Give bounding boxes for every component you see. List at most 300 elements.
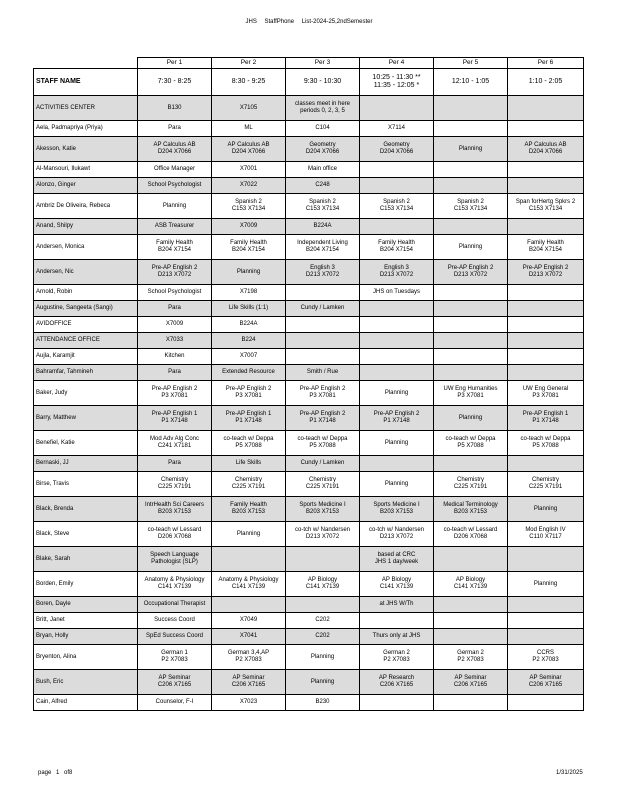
cell-line: C153 X7134 (305, 206, 340, 212)
staff-row (34, 547, 584, 572)
cell-line: P1 X7148 (383, 418, 410, 424)
period-cell: Planning (434, 235, 508, 260)
staff-row (34, 178, 584, 194)
period-cell (360, 162, 434, 178)
period-cell (434, 162, 508, 178)
period-cell (286, 547, 360, 572)
period-cell (360, 178, 434, 194)
cell-line: C225 X7191 (157, 484, 192, 490)
cell-line: C141 X7139 (453, 584, 488, 590)
staff-name: Augustine, Sangeeta (Sangi) (34, 301, 138, 317)
period-cell (286, 235, 360, 260)
cell-line: C141 X7139 (305, 584, 340, 590)
period-cell (286, 260, 360, 285)
period-cell: Counselor, F-I (138, 695, 212, 711)
cell-line: C141 X7139 (231, 584, 266, 590)
period-cell (434, 301, 508, 317)
period-cell: C248 (286, 178, 360, 194)
period-cell (434, 572, 508, 597)
cell-line: Pre-AP English 2 (373, 411, 420, 418)
period-cell (508, 235, 584, 260)
cell-line: Family Health (230, 502, 267, 509)
cell-line: AP Calculus AB (524, 142, 567, 149)
period-cell: X7001 (212, 162, 286, 178)
period-cell (360, 456, 434, 472)
staff-row (34, 629, 584, 645)
period-cell (286, 381, 360, 406)
cell-line: Sports Medicine I (299, 502, 346, 509)
period-cell: Life Skills (1:1) (212, 301, 286, 317)
period-cell: B224 (212, 333, 286, 349)
cell-line: P2 X7083 (457, 657, 484, 663)
period-cell: ASB Treasurer (138, 219, 212, 235)
staff-name: Aujla, Karamjit (34, 349, 138, 365)
period-cell (286, 572, 360, 597)
cell-line: Pre-AP English 2 (225, 386, 272, 393)
period-cell: C104 (286, 121, 360, 137)
cell-line: P5 X7088 (309, 443, 336, 449)
period-cell (434, 695, 508, 711)
period-cell (508, 431, 584, 456)
period-cell (508, 613, 584, 629)
period-cell: X7198 (212, 285, 286, 301)
staff-name: Bernaski, JJ (34, 456, 138, 472)
period-cell: SpEd Success Coord (138, 629, 212, 645)
period-cell (286, 431, 360, 456)
period-cell: Para (138, 456, 212, 472)
period-time: 12:10 - 1:05 (434, 69, 508, 96)
period-cell (138, 572, 212, 597)
cell-line: Pre-AP English 2 (522, 265, 569, 272)
period-cell (138, 472, 212, 497)
period-cell: Planning (138, 194, 212, 219)
period-cell (286, 522, 360, 547)
cell-line: D204 X7066 (528, 149, 563, 155)
cell-line: German 1 (161, 650, 188, 657)
period-cell (212, 137, 286, 162)
cell-line: C153 X7134 (453, 206, 488, 212)
period-cell (212, 235, 286, 260)
period-cell (434, 178, 508, 194)
staff-phone-table (33, 57, 584, 711)
cell-line: Spanish 2 (235, 199, 262, 206)
period-cell: Planning (286, 645, 360, 670)
period-cell (434, 285, 508, 301)
page-number: page 1 of8 (38, 770, 73, 776)
cell-line: D206 X7068 (157, 534, 192, 540)
cell-line: based at CRC (377, 552, 416, 559)
cell-line: D204 X7066 (379, 149, 414, 155)
cell-line: co-teach w/ Deppa (520, 436, 571, 443)
period-header: Per 1 (138, 58, 212, 69)
staff-row (34, 645, 584, 670)
staff-row (34, 572, 584, 597)
cell-line: D204 X7066 (157, 149, 192, 155)
period-cell (434, 497, 508, 522)
cell-line: Anatomy & Physiology (218, 577, 279, 584)
cell-line: C206 X7165 (453, 682, 488, 688)
period-cell (434, 547, 508, 572)
cell-line: B203 X7153 (305, 509, 340, 515)
period-cell (508, 301, 584, 317)
period-cell: X7049 (212, 613, 286, 629)
staff-row (34, 406, 584, 431)
cell-line: C206 X7165 (231, 682, 266, 688)
period-cell: Para (138, 365, 212, 381)
cell-line: co-teach w/ Lessard (147, 527, 202, 534)
period-cell (360, 365, 434, 381)
period-cell (508, 406, 584, 431)
staff-row (34, 695, 584, 711)
cell-line: B204 X7154 (528, 247, 563, 253)
period-cell: Life Skills (212, 456, 286, 472)
period-cell: Smith / Rue (286, 365, 360, 381)
period-cell (286, 406, 360, 431)
cell-line: D204 X7066 (231, 149, 266, 155)
staff-name: Arnold, Robin (34, 285, 138, 301)
period-cell (434, 670, 508, 695)
period-cell: Para (138, 121, 212, 137)
cell-line: co-teach w/ Deppa (223, 436, 274, 443)
period-cell (212, 547, 286, 572)
period-cell (286, 333, 360, 349)
period-cell (286, 497, 360, 522)
cell-line: Anatomy & Physiology (144, 577, 205, 584)
period-cell (434, 194, 508, 219)
period-cell (434, 121, 508, 137)
period-cell: Planning (212, 522, 286, 547)
cell-line: AP Research (378, 675, 415, 682)
period-cell: at JHS W/Th (360, 597, 434, 613)
cell-line: D213 X7072 (157, 272, 192, 278)
period-cell (286, 194, 360, 219)
cell-line: Family Health (230, 240, 267, 247)
cell-line: Pre-AP English 1 (225, 411, 272, 418)
cell-line: Pre-AP English 1 (151, 411, 198, 418)
cell-line: P3 X7081 (235, 393, 262, 399)
period-cell: Extended Resource (212, 365, 286, 381)
period-cell: B130 (138, 96, 212, 121)
staff-name: Bryenton, Alina (34, 645, 138, 670)
period-time-split (360, 69, 434, 96)
period-cell (508, 381, 584, 406)
staff-name: ACTIVITIES CENTER (34, 96, 138, 121)
cell-line: IntrHealth Sci Careers (144, 502, 205, 509)
cell-line: P3 X7081 (161, 393, 188, 399)
staff-row (34, 301, 584, 317)
period-cell (286, 349, 360, 365)
period-cell: Planning (434, 137, 508, 162)
cell-line: Family Health (156, 240, 193, 247)
period-cell (138, 235, 212, 260)
period-cell (508, 194, 584, 219)
cell-line: AP Seminar (158, 675, 191, 682)
cell-line: P2 X7083 (161, 657, 188, 663)
staff-name: Aela, Padmapriya (Priya) (34, 121, 138, 137)
cell-line: AP Seminar (529, 675, 562, 682)
cell-line: Pathologist (SLP) (151, 559, 198, 565)
cell-line: B203 X7153 (157, 509, 192, 515)
cell-line: co-teach w/ Lessard (443, 527, 498, 534)
period-cell (434, 597, 508, 613)
period-cell (360, 235, 434, 260)
staff-row (34, 497, 584, 522)
period-header: Per 3 (286, 58, 360, 69)
period-cell: Cundy / Lamken (286, 456, 360, 472)
period-cell (212, 406, 286, 431)
cell-line: Span forHertg Spkrs 2 (515, 199, 576, 206)
period-header: Per 5 (434, 58, 508, 69)
cell-line: C153 X7134 (231, 206, 266, 212)
period-cell: Planning (360, 381, 434, 406)
period-cell (138, 431, 212, 456)
period-cell (434, 317, 508, 333)
cell-line: Spanish 2 (309, 199, 336, 206)
cell-line: Chemistry (531, 477, 559, 484)
period-cell (508, 522, 584, 547)
cell-line: Chemistry (234, 477, 262, 484)
cell-line: JHS 1 day/week (374, 559, 419, 565)
period-cell (508, 365, 584, 381)
period-cell: JHS on Tuesdays (360, 285, 434, 301)
period-cell (286, 96, 360, 121)
period-cell (212, 645, 286, 670)
cell-line: UW Eng Humanities (443, 386, 498, 393)
cell-line: Pre-AP English 2 (447, 265, 494, 272)
period-cell (508, 333, 584, 349)
staff-name: Benefiel, Katie (34, 431, 138, 456)
period-cell (360, 219, 434, 235)
cell-line: German 2 (457, 650, 484, 657)
cell-line: German 2 (383, 650, 410, 657)
period-cell (508, 317, 584, 333)
staff-name: Boren, Dayle (34, 597, 138, 613)
cell-line: English 3 (384, 265, 409, 272)
period-cell (286, 597, 360, 613)
period-cell: X7041 (212, 629, 286, 645)
cell-line: Spanish 2 (383, 199, 410, 206)
staff-name: Bryan, Holly (34, 629, 138, 645)
period-cell (212, 572, 286, 597)
period-cell (508, 96, 584, 121)
cell-line: P1 X7148 (161, 418, 188, 424)
print-date: 1/31/2025 (556, 770, 583, 776)
period-time: 7:30 - 8:25 (138, 69, 212, 96)
period-cell (138, 137, 212, 162)
period-time: 1:10 - 2:05 (508, 69, 584, 96)
cell-line: CCRS (536, 650, 554, 657)
period-cell (434, 472, 508, 497)
period-header-blank (34, 58, 138, 69)
period-time-line: 11:35 - 12:05 * (373, 82, 420, 89)
period-cell: Planning (360, 472, 434, 497)
cell-line: B203 X7153 (453, 509, 488, 515)
period-cell (138, 406, 212, 431)
cell-line: B204 X7154 (305, 247, 340, 253)
period-cell (138, 645, 212, 670)
cell-line: C225 X7191 (231, 484, 266, 490)
cell-line: co-teach w/ Deppa (445, 436, 496, 443)
period-cell (434, 365, 508, 381)
period-cell (360, 572, 434, 597)
cell-line: Sports Medicine I (373, 502, 420, 509)
period-cell (508, 629, 584, 645)
staff-row (34, 613, 584, 629)
cell-line: D204 X7066 (305, 149, 340, 155)
period-cell (434, 522, 508, 547)
period-cell (508, 597, 584, 613)
cell-line: C225 X7191 (528, 484, 563, 490)
staff-name: Barry, Matthew (34, 406, 138, 431)
cell-line: UW Eng General (522, 386, 569, 393)
staff-row (34, 260, 584, 285)
cell-line: AP Calculus AB (153, 142, 196, 149)
period-cell (286, 285, 360, 301)
cell-line: classes meet in here (294, 101, 351, 108)
period-cell (360, 137, 434, 162)
period-cell (434, 96, 508, 121)
cell-line: P5 X7088 (457, 443, 484, 449)
staff-name: Anand, Shilpy (34, 219, 138, 235)
cell-line: AP Seminar (454, 675, 487, 682)
cell-line: AP Calculus AB (227, 142, 270, 149)
period-cell (434, 349, 508, 365)
period-cell (508, 349, 584, 365)
cell-line: German 3,4,AP (227, 650, 270, 657)
staff-name: Borden, Emily (34, 572, 138, 597)
period-cell: X7022 (212, 178, 286, 194)
period-header: Per 2 (212, 58, 286, 69)
staff-row (34, 472, 584, 497)
period-cell: B230 (286, 695, 360, 711)
period-time-line: 10:25 - 11:30 ** (372, 73, 421, 81)
period-cell: Planning (508, 497, 584, 522)
staff-row (34, 333, 584, 349)
period-cell: B224A (286, 219, 360, 235)
period-cell (508, 456, 584, 472)
staff-row (34, 121, 584, 137)
period-cell (508, 260, 584, 285)
period-cell (360, 613, 434, 629)
cell-line: P2 X7083 (532, 657, 559, 663)
period-cell (508, 121, 584, 137)
document-header: JHS StaffPhone List-2024-25,2ndSemester (245, 19, 373, 25)
staff-name: Bahramfar, Tahmineh (34, 365, 138, 381)
cell-line: P1 X7148 (532, 418, 559, 424)
period-cell (434, 629, 508, 645)
cell-line: P3 X7081 (457, 393, 484, 399)
time-header-row (34, 69, 584, 96)
cell-line: D213 X7072 (528, 272, 563, 278)
period-cell (434, 431, 508, 456)
staff-name: Cain, Alfred (34, 695, 138, 711)
period-cell: Success Coord (138, 613, 212, 629)
staff-row (34, 317, 584, 333)
staff-name: Ambriz De Oliveira, Rebeca (34, 194, 138, 219)
cell-line: D206 X7068 (453, 534, 488, 540)
period-cell (434, 260, 508, 285)
cell-line: D213 X7072 (453, 272, 488, 278)
period-time: 8:30 - 9:25 (212, 69, 286, 96)
period-cell (212, 472, 286, 497)
period-cell (434, 333, 508, 349)
period-cell: Occupational Therapist (138, 597, 212, 613)
cell-line: P1 X7148 (235, 418, 262, 424)
cell-line: C225 X7191 (305, 484, 340, 490)
period-cell (138, 260, 212, 285)
cell-line: Pre-AP English 2 (151, 386, 198, 393)
period-cell (434, 381, 508, 406)
period-cell (508, 670, 584, 695)
staff-row (34, 381, 584, 406)
period-cell (138, 522, 212, 547)
cell-line: C206 X7165 (379, 682, 414, 688)
period-cell (434, 613, 508, 629)
cell-line: D213 X7072 (305, 534, 340, 540)
cell-line: C225 X7191 (453, 484, 488, 490)
staff-name: Alonzo, Ginger (34, 178, 138, 194)
staff-name: Birse, Travis (34, 472, 138, 497)
period-cell: ML (212, 121, 286, 137)
period-cell (360, 695, 434, 711)
staff-row (34, 431, 584, 456)
cell-line: co-teach w/ Deppa (297, 436, 348, 443)
cell-line: Geometry (309, 142, 336, 149)
period-cell (360, 645, 434, 670)
period-cell: X7009 (138, 317, 212, 333)
period-cell (138, 497, 212, 522)
cell-line: Pre-AP English 1 (522, 411, 569, 418)
period-cell (508, 285, 584, 301)
period-cell (508, 178, 584, 194)
period-cell (360, 333, 434, 349)
cell-line: P3 X7081 (532, 393, 559, 399)
staff-row (34, 285, 584, 301)
cell-line: P3 X7081 (309, 393, 336, 399)
period-cell (360, 194, 434, 219)
cell-line: B203 X7153 (231, 509, 266, 515)
period-time: 9:30 - 10:30 (286, 69, 360, 96)
period-cell (508, 547, 584, 572)
cell-line: C141 X7139 (379, 584, 414, 590)
period-cell (360, 547, 434, 572)
cell-line: Chemistry (160, 477, 188, 484)
staff-name: Al-Mansouri, Ilukawt (34, 162, 138, 178)
cell-line: B203 X7153 (379, 509, 414, 515)
staff-name-header: STAFF NAME (34, 69, 138, 96)
cell-line: co-tch w/ Nandersen (294, 527, 351, 534)
period-cell (360, 260, 434, 285)
staff-row (34, 365, 584, 381)
cell-line: English 3 (310, 265, 335, 272)
period-cell: School Psychologist (138, 285, 212, 301)
staff-name: Black, Brenda (34, 497, 138, 522)
cell-line: AP Biology (455, 577, 486, 584)
cell-line: Speech Language (150, 552, 199, 559)
cell-line: P1 X7148 (309, 418, 336, 424)
cell-line: B204 X7154 (379, 247, 414, 253)
period-cell (286, 317, 360, 333)
period-cell: Planning (360, 431, 434, 456)
period-cell (286, 137, 360, 162)
period-cell (360, 670, 434, 695)
cell-line: Mod Adv Alg Conc (149, 436, 200, 443)
period-cell: C202 (286, 613, 360, 629)
period-cell (360, 96, 434, 121)
staff-row (34, 670, 584, 695)
cell-line: P2 X7083 (383, 657, 410, 663)
period-cell (508, 219, 584, 235)
